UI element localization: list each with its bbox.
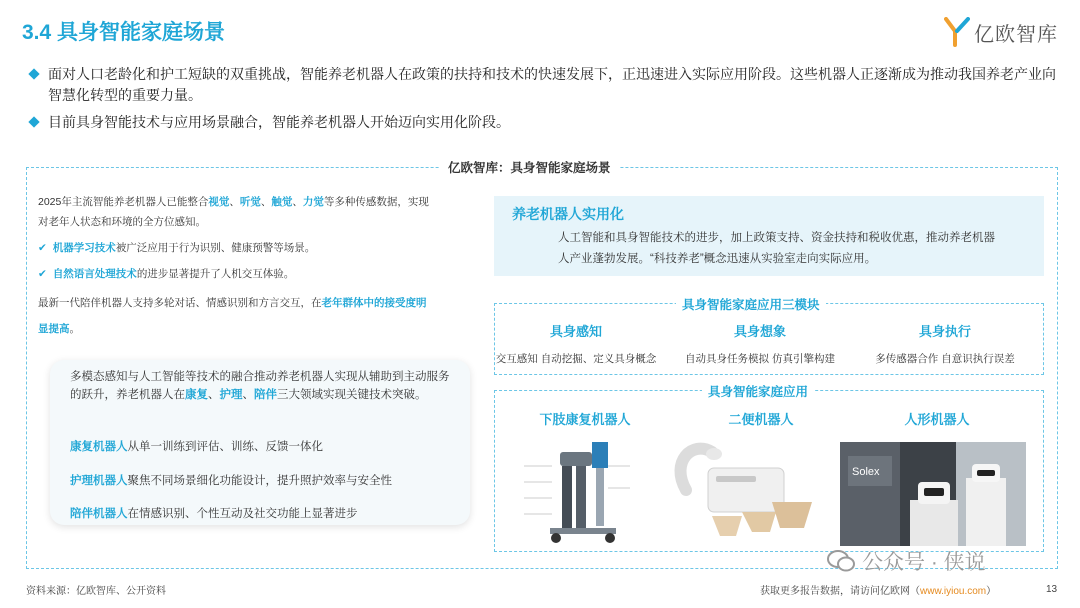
module-perception-title: 具身感知 <box>549 324 602 339</box>
diamond-bullet-icon <box>28 68 39 79</box>
card-item-rehab: 康复机器人从单一训练到评估、训练、反馈一体化 <box>70 441 323 453</box>
sensing-paragraph: 2025年主流智能养老机器人已能整合视觉、听觉、触觉、力觉等多种传感数据，实现 对老年人状态和环境的全方位感知。 <box>38 196 429 228</box>
module-perception-desc: 交互感知 自动挖掘、定义具身概念 <box>495 353 657 365</box>
footer-more-data: 获取更多报告数据，请访问亿欧网（www.iyiou.com） <box>760 586 997 597</box>
humanoid-robot-image <box>840 442 1026 546</box>
card-paragraph: 多模态感知与人工智能等技术的融合推动养老机器人实现从辅助到主动服务的跃升，养老机器人在康复、护理、陪伴三大领域实现关键技术突破。 <box>70 371 450 401</box>
practical-use-title: 养老机器人实用化 <box>512 206 624 222</box>
check-icon: ✔ <box>38 268 47 280</box>
practical-use-desc: 人工智能和具身智能技术的进步，加上政策支持、资金扶持和税收优惠，推动养老机器人产业蓬勃发展。“科技养老”概念迅速从实验室走向实际应用。 <box>558 232 995 265</box>
module-imagination-title: 具身想象 <box>733 324 786 339</box>
applications-label: 具身智能家庭应用 <box>702 382 814 400</box>
module-execution-desc: 多传感器合作 自意识执行误差 <box>875 353 1015 365</box>
card-item-companion: 陪伴机器人在情感识别、个性互动及社交功能上显著进步 <box>70 508 358 520</box>
page-title: 3.4 具身智能家庭场景 <box>22 21 226 44</box>
tech-breakthrough-card <box>50 360 470 525</box>
page-number: 13 <box>1046 584 1058 595</box>
photo-brand-text: Solex <box>852 466 880 478</box>
diamond-bullet-icon <box>28 116 39 127</box>
practical-use-panel <box>494 196 1044 276</box>
frame-title: 亿欧智库：具身智能家庭场景 <box>440 158 619 176</box>
module-imagination-desc: 自动具身任务模拟 仿真引擎构建 <box>685 353 835 365</box>
card-item-care: 护理机器人聚焦不同场景细化功能设计，提升照护效率与安全性 <box>70 475 392 487</box>
footer-link[interactable]: www.iyiou.com <box>920 586 987 597</box>
app-rehab-title: 下肢康复机器人 <box>539 412 631 427</box>
app-humanoid-title: 人形机器人 <box>904 412 970 427</box>
companion-paragraph: 最新一代陪伴机器人支持多轮对话、情感识别和方言交互，在老年群体中的接受度明 显提高。 <box>38 297 427 335</box>
brand-logo <box>944 16 1058 48</box>
wechat-icon <box>826 548 856 574</box>
check-item-nlp: ✔ 自然语言处理技术的进步显著提升了人机交互体验。 <box>38 268 295 280</box>
rehab-robot-image <box>504 432 654 548</box>
logo-icon <box>944 17 970 47</box>
logo-text: 亿欧智库 <box>974 23 1058 46</box>
bullet-item: 目前具身智能技术与应用场景融合，智能养老机器人开始迈向实用化阶段。 <box>28 112 1058 133</box>
module-execution-title: 具身执行 <box>918 324 971 339</box>
source-note: 资料来源：亿欧智库、公开资料 <box>26 586 166 597</box>
intro-bullets <box>28 64 1058 139</box>
bullet-item: 面对人口老龄化和护工短缺的双重挑战，智能养老机器人在政策的扶持和技术的快速发展下，正迅速进入实际应用阶段。这些机器人正逐渐成为推动我国养老产业向智慧化转型的重要力量。 <box>28 64 1058 106</box>
check-icon: ✔ <box>38 242 47 254</box>
toilet-care-robot-image <box>666 432 828 548</box>
wechat-watermark: 公众号 · 侠说 <box>826 546 986 576</box>
app-toilet-title: 二便机器人 <box>728 412 794 427</box>
modules-label: 具身智能家庭应用三模块 <box>676 295 826 313</box>
check-item-ml: ✔ 机器学习技术被广泛应用于行为识别、健康预警等场景。 <box>38 242 316 254</box>
